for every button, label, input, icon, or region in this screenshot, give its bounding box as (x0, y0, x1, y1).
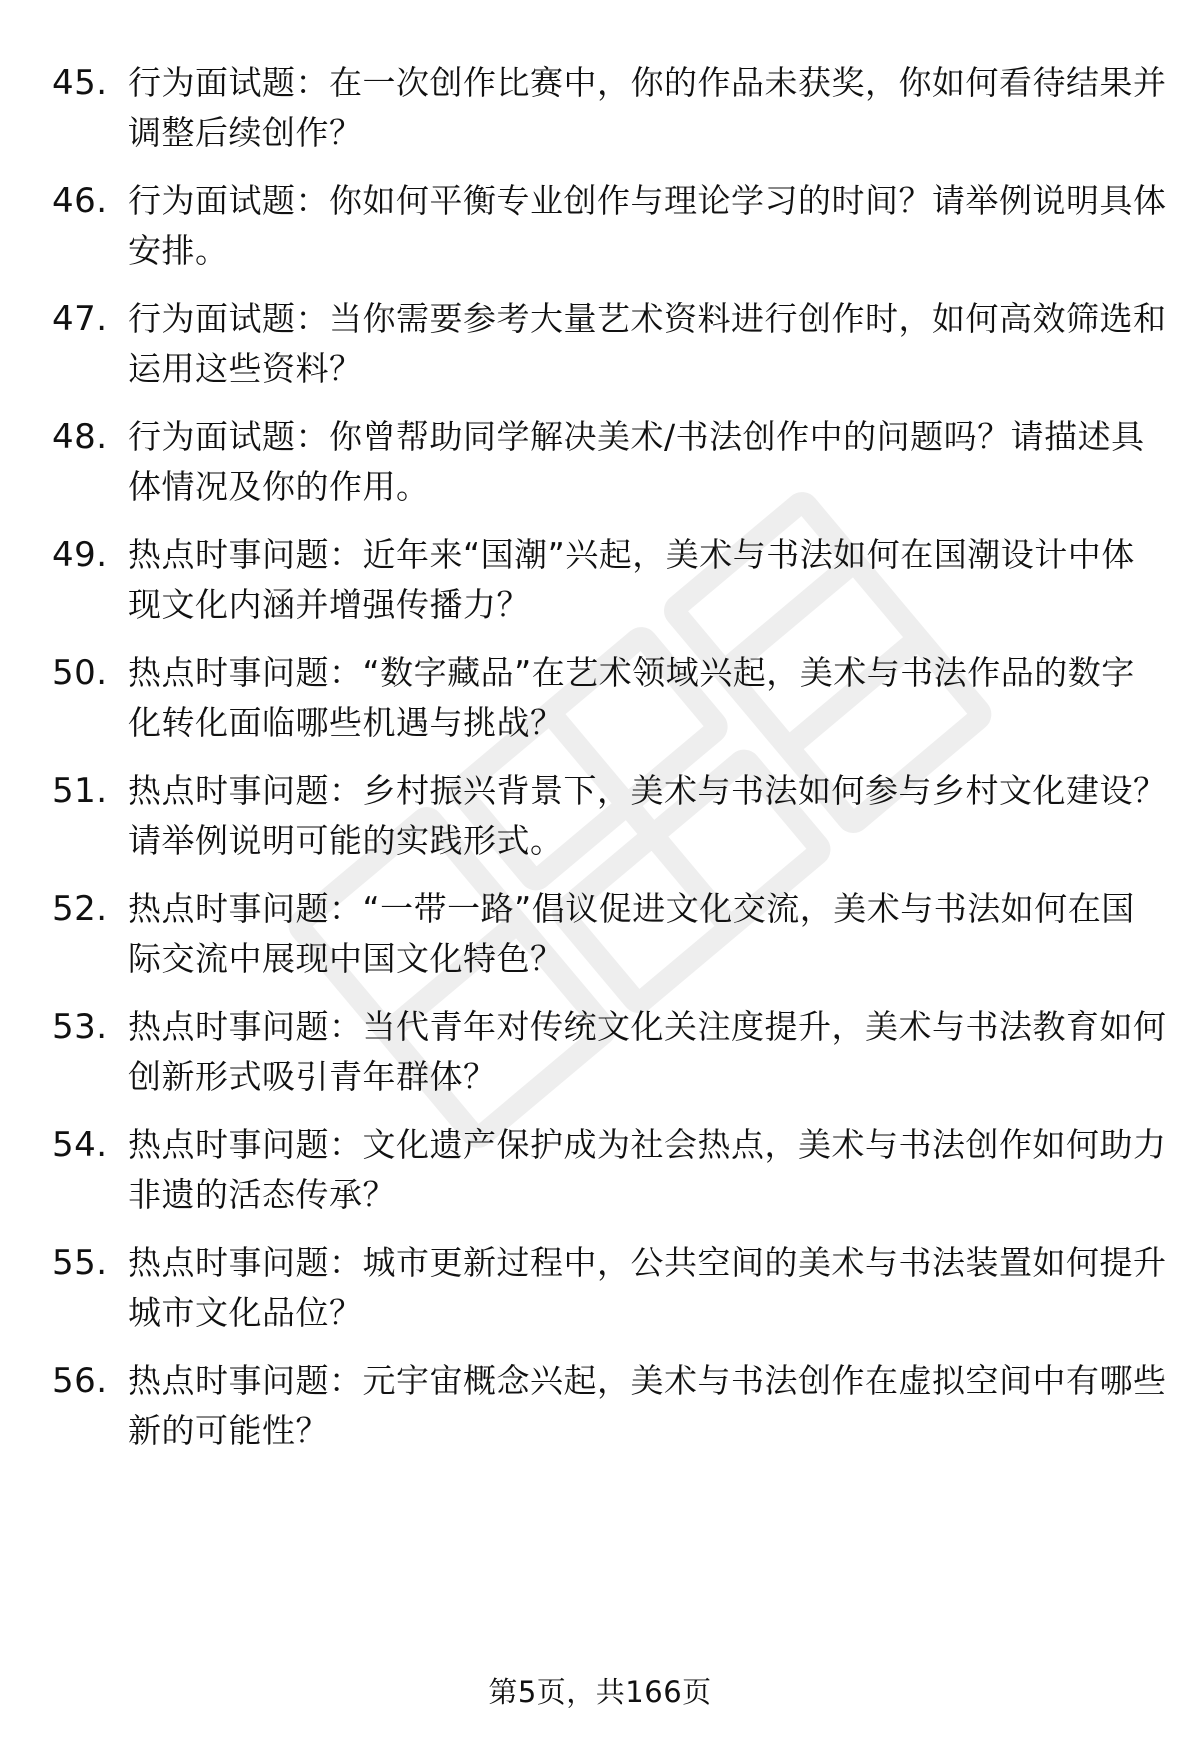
question-item (0, 412, 1200, 530)
question-number: 55. (52, 1243, 108, 1283)
question-number: 48. (52, 417, 108, 457)
question-text: 热点时事问题：“一带一路”倡议促进文化交流，美术与书法如何在国际交流中展现中国文化特色？ (128, 889, 1135, 978)
question-item (0, 648, 1200, 766)
question-number: 53. (52, 1007, 108, 1047)
question-item (0, 1120, 1200, 1238)
question-text: 热点时事问题：“数字藏品”在艺术领域兴起，美术与书法作品的数字化转化面临哪些机遇与挑战？ (128, 653, 1135, 742)
question-item (0, 58, 1200, 176)
question-text: 热点时事问题：城市更新过程中，公共空间的美术与书法装置如何提升城市文化品位？ (128, 1243, 1167, 1332)
question-number: 50. (52, 653, 108, 693)
question-text: 热点时事问题：当代青年对传统文化关注度提升，美术与书法教育如何创新形式吸引青年群体？ (128, 1007, 1167, 1096)
question-item (0, 1238, 1200, 1356)
question-text: 热点时事问题：近年来“国潮”兴起，美术与书法如何在国潮设计中体现文化内涵并增强传播力？ (128, 535, 1135, 624)
question-item (0, 176, 1200, 294)
question-number: 49. (52, 535, 108, 575)
question-text: 行为面试题：在一次创作比赛中，你的作品未获奖，你如何看待结果并调整后续创作？ (128, 63, 1167, 152)
question-text: 热点时事问题：乡村振兴背景下，美术与书法如何参与乡村文化建设？请举例说明可能的实践形式。 (128, 771, 1167, 860)
question-item (0, 1002, 1200, 1120)
question-number: 54. (52, 1125, 108, 1165)
question-number: 52. (52, 889, 108, 929)
question-item (0, 1356, 1200, 1474)
question-text: 行为面试题：当你需要参考大量艺术资料进行创作时，如何高效筛选和运用这些资料？ (128, 299, 1167, 388)
question-number: 56. (52, 1361, 108, 1401)
question-item (0, 766, 1200, 884)
question-number: 47. (52, 299, 108, 339)
question-item (0, 530, 1200, 648)
question-item (0, 884, 1200, 1002)
question-number: 51. (52, 771, 108, 811)
question-number: 45. (52, 63, 108, 103)
question-item (0, 294, 1200, 412)
question-list (0, 58, 1200, 1474)
question-text: 行为面试题：你如何平衡专业创作与理论学习的时间？请举例说明具体安排。 (128, 181, 1167, 270)
page-footer: 第5页，共166页 (488, 1675, 712, 1709)
question-text: 行为面试题：你曾帮助同学解决美术/书法创作中的问题吗？请描述具体情况及你的作用。 (128, 417, 1145, 506)
question-text: 热点时事问题：元宇宙概念兴起，美术与书法创作在虚拟空间中有哪些新的可能性？ (128, 1361, 1167, 1450)
question-text: 热点时事问题：文化遗产保护成为社会热点，美术与书法创作如何助力非遗的活态传承？ (128, 1125, 1167, 1214)
question-number: 46. (52, 181, 108, 221)
